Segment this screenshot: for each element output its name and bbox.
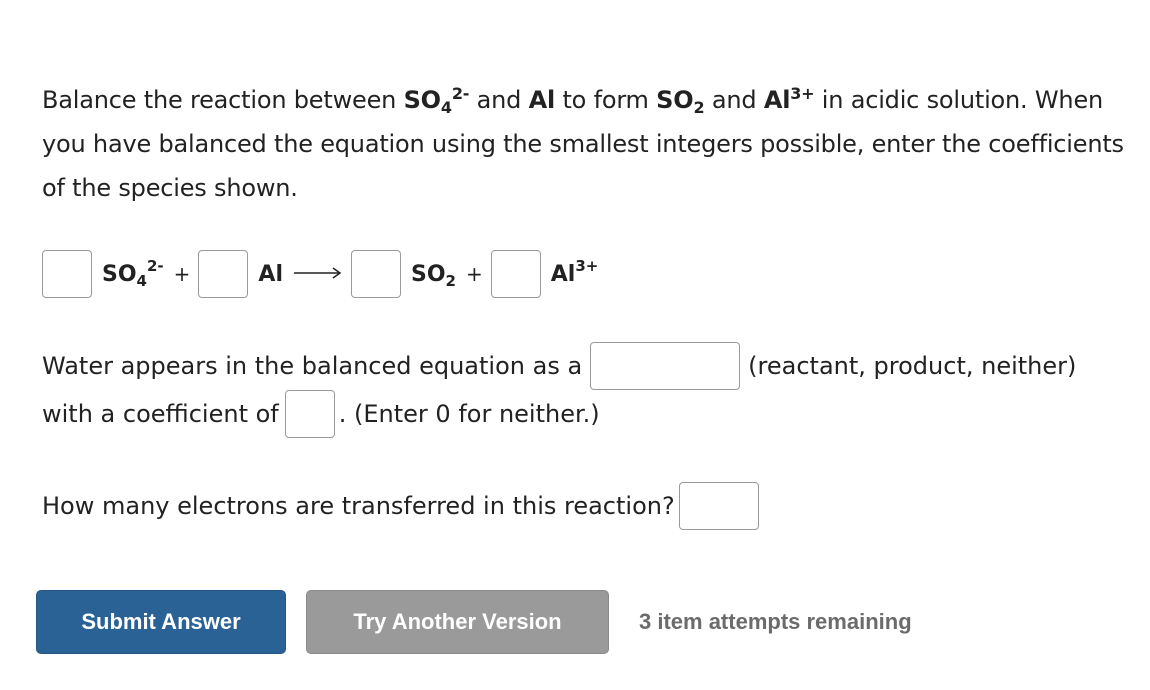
water-coefficient-input[interactable]: [285, 390, 335, 438]
species-al3: $Al^{3+}$: [550, 256, 599, 287]
species-sulfate: $SO_4^{2-}$: [102, 256, 164, 290]
question-text: Balance the reaction between $SO_4^{2-}$ and Al to form $SO_2$ and $Al^{3+}$ in acidic solution. When you have balanced the equation using the smallest integers possible, enter the coefficients of the species shown.: [42, 84, 1124, 202]
product-al3: $Al^{3+}$: [763, 84, 815, 114]
coefficient-input-sulfate[interactable]: [42, 250, 92, 298]
submit-answer-button[interactable]: Submit Answer: [36, 590, 286, 654]
water-coefficient-hint: . (Enter 0 for neither.): [338, 400, 600, 428]
plus-sign: +: [465, 262, 483, 286]
coefficient-input-aluminum[interactable]: [198, 250, 248, 298]
product-so2: $SO_2$: [656, 86, 705, 117]
water-role-input[interactable]: [590, 342, 740, 390]
species-aluminum: Al: [258, 261, 283, 287]
electrons-section: [42, 482, 759, 530]
water-role-label: Water appears in the balanced equation as a: [42, 352, 583, 380]
intro-text: Balance the reaction between: [42, 86, 404, 114]
reaction-arrow-icon: [293, 262, 343, 287]
plus-sign: +: [173, 262, 191, 286]
water-coefficient-label: with a coefficient of: [42, 400, 279, 428]
electrons-input[interactable]: [679, 482, 759, 530]
equation-row: [42, 250, 598, 298]
attempts-remaining: 3 item attempts remaining: [639, 609, 912, 634]
coefficient-input-so2[interactable]: [351, 250, 401, 298]
reactant-aluminum: Al: [528, 86, 556, 114]
water-section: [42, 342, 1132, 438]
water-role-hint: (reactant, product, neither): [748, 352, 1077, 380]
coefficient-input-al3[interactable]: [491, 250, 541, 298]
species-so2: $SO_2$: [411, 261, 456, 290]
reactant-sulfate: $SO_4^{2-}$: [403, 84, 470, 117]
try-another-version-button[interactable]: Try Another Version: [306, 590, 609, 654]
electrons-label: How many electrons are transferred in this reaction?: [42, 492, 675, 520]
